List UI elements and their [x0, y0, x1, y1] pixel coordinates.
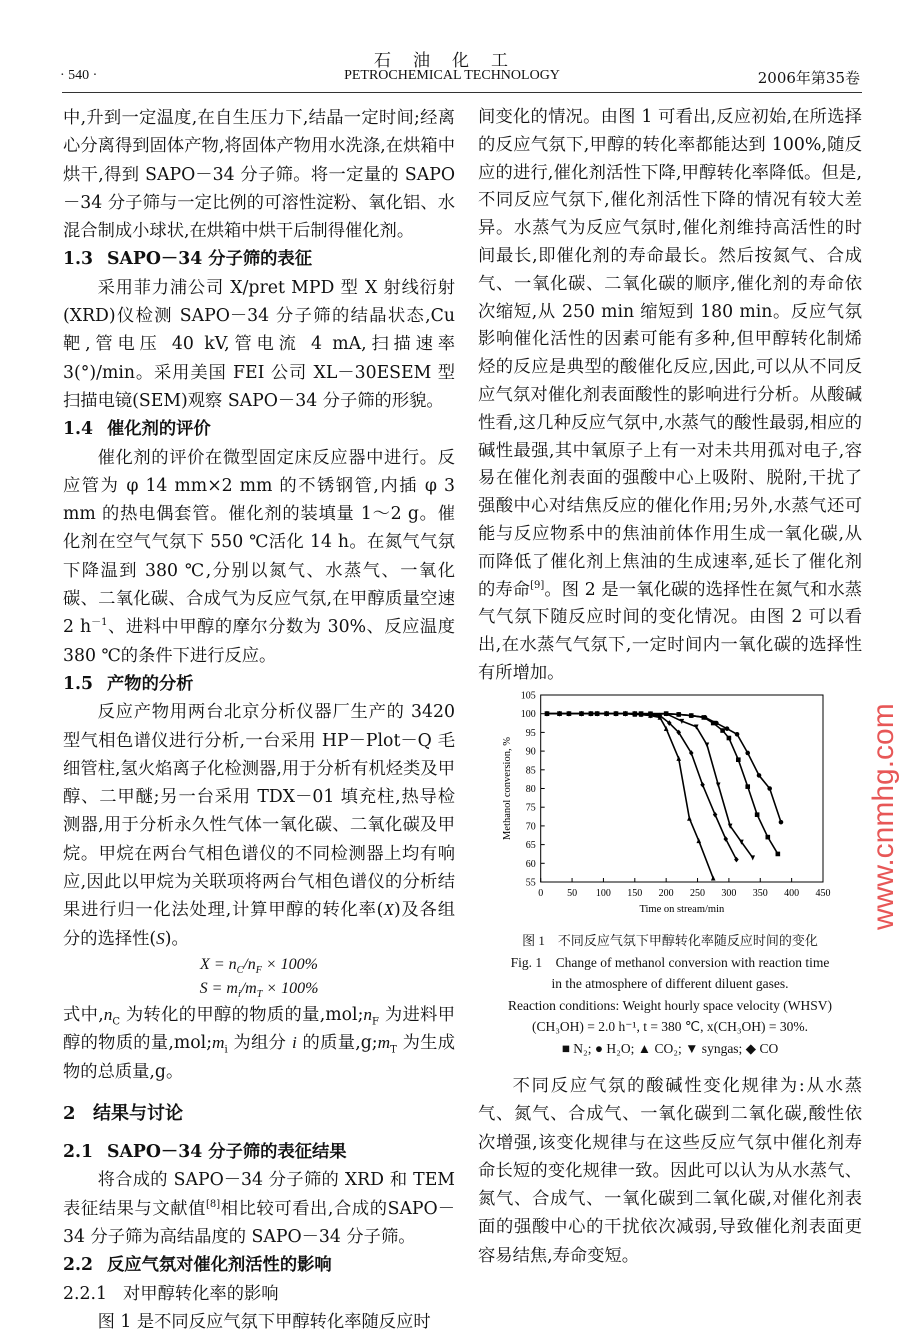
variable-symbol: n: [363, 1004, 373, 1024]
section-title: 对甲醇转化率的影响: [123, 1283, 279, 1304]
text-run: =: [209, 955, 229, 973]
x-tick-label: 250: [690, 888, 706, 899]
text-run: )。: [164, 928, 189, 949]
y-tick-label: 75: [525, 802, 536, 814]
text-run: × 100%: [261, 955, 318, 973]
y-tick-label: 85: [525, 765, 536, 777]
math-variable: [200, 980, 208, 997]
series-line-co: [547, 714, 736, 860]
paragraph: [63, 274, 455, 415]
x-tick-label: 400: [784, 888, 800, 899]
section-number: 1.3: [63, 249, 94, 270]
paragraph: [63, 1308, 455, 1336]
section-title: SAPO－34 分子筛的表征: [107, 249, 312, 270]
variable-symbol: X: [383, 900, 394, 920]
data-point-h2o: [595, 711, 600, 716]
section-heading: [63, 245, 455, 273]
text-run: 。图 2 是一氧化碳的选择性在氮气和水蒸气气氛下随反应时间的变化情况。由图 2 可以看出,在水蒸气气氛下,一定时间内一氧化碳的选择性有所增加。: [478, 579, 862, 683]
data-point-h2o: [579, 711, 584, 716]
variable-symbol: m: [245, 979, 257, 997]
math-variable: [245, 979, 263, 1001]
caption-cn: 图 1 不同反应气氛下甲醇转化率随反应时间的变化: [522, 933, 818, 948]
text-run: 图 1 是不同反应气氛下甲醇转化率随反应时: [97, 1311, 431, 1332]
x-tick-label: 150: [627, 888, 643, 899]
text-run: 间变化的情况。由图 1 可看出,反应初始,在所选择的反应气氛下,甲醇的转化率都能达到 100%,随反应的进行,催化剂活性下降,甲醇转化率降低。但是,不同反应气氛下,催化剂活性下降的情况有较大差异。水蒸气为反应气氛时,催化剂维持高活性的时间最长,即催化剂的寿命最长。然后按氮气、合成气、一氧化碳、二氧化碳的顺序,催化剂的寿命依次缩短,从 250 min 缩短到 180 min。反应气氛影响催化活性的因素可能有多种,但甲醇转化制烯烃的反应是典型的酸催化反应,因此,可以从不同反应气氛对催化剂表面酸性的影响进行分析。从酸碱性看,这几种反应气氛中,水蒸气的酸性最弱,相应的碱性最强,其中氧原子上有一对未共用孤对电子,容易在催化剂表面的强酸中心上吸附、脱附,干扰了强酸中心对结焦反应的催化作用;另外,水蒸气还可能与反应物系中的焦油前体作用生成一氧化碳,从而降低了催化剂上焦油的生成速率,延长了催化剂的寿命: [478, 107, 862, 600]
data-point-h2o: [557, 711, 562, 716]
text-run: /: [240, 979, 246, 997]
x-tick-label: 50: [567, 888, 578, 899]
math-variable: [383, 900, 394, 920]
y-tick-label: 90: [525, 746, 536, 758]
series-line-co2: [547, 714, 713, 879]
text-run: 催化剂的评价在微型固定床反应器中进行。反应管为 φ 14 mm×2 mm 的不锈钢管,内插 φ 3 mm 的热电偶套管。催化剂的装填量 1～2 g。催化剂在空气气氛下 550 ℃活化 14 h。在氮气气氛下降温到 380 ℃,分别以氮气、水蒸气、一氧化碳、二氧化碳、合成气为反应气氛,在甲醇质量空速 2 h: [63, 447, 455, 638]
variable-subscript: F: [255, 965, 262, 977]
data-point-h2o: [623, 711, 628, 716]
data-point-h2o: [589, 711, 594, 716]
y-tick-label: 105: [520, 690, 536, 702]
variable-symbol: m: [377, 1033, 391, 1053]
series-line-syngas: [547, 714, 753, 858]
data-point-h2o: [745, 751, 750, 756]
math-variable: [228, 955, 244, 977]
section-title: 产物的分析: [107, 673, 194, 694]
data-point-syngas: [750, 855, 755, 860]
text-run: 采用菲力浦公司 X/pret MPD 型 X 射线衍射(XRD)仪检测 SAPO－34 分子筛的结晶状态,Cu 靶,管电压 40 kV,管电流 4 mA,扫描速率 3(°)/min。采用美国 FEI 公司 XL－30ESEM 型扫描电镜(SEM)观察 SAPO－34 分子筛的形貌。: [63, 277, 455, 411]
variable-symbol: m: [226, 979, 238, 997]
section-number: 2.1: [63, 1142, 94, 1163]
math-variable: [226, 979, 241, 1001]
data-point-h2o: [567, 711, 572, 716]
section-number: 1.5: [63, 673, 94, 694]
section-heading: [63, 1280, 455, 1308]
data-point-h2o: [633, 711, 638, 716]
variable-subscript: T: [256, 989, 263, 1001]
x-tick-label: 450: [815, 888, 831, 899]
section-number: 2.2: [63, 1255, 94, 1276]
data-point-n2: [745, 784, 750, 789]
x-tick-label: 100: [595, 888, 611, 899]
y-tick-label: 60: [525, 858, 536, 870]
caption-en-1: Fig. 1 Change of methanol conversion with reaction time: [510, 954, 830, 970]
formula: [63, 977, 455, 1001]
y-axis-label: Methanol conversion, %: [502, 737, 513, 840]
math-variable: [200, 956, 210, 973]
data-point-h2o: [703, 715, 708, 720]
paragraph: [63, 1166, 455, 1251]
data-point-h2o: [639, 711, 644, 716]
data-point-n2: [765, 835, 770, 840]
text-run: /: [243, 955, 248, 973]
y-tick-label: 55: [525, 877, 536, 889]
x-tick-label: 0: [538, 888, 544, 899]
superscript: －1: [91, 617, 108, 629]
data-point-h2o: [779, 820, 784, 825]
text-run: =: [207, 979, 227, 997]
math-variable: [247, 955, 262, 977]
data-point-h2o: [735, 732, 740, 737]
text-run: 中,升到一定温度,在自生压力下,结晶一定时间;经离心分离得到固体产物,将固体产物用水洗涤,在烘箱中烘干,得到 SAPO－34 分子筛。将一定量的 SAPO－34 分子筛与一定比例的可溶性淀粉、氧化铝、水混合制成小球状,在烘箱中烘干后制得催化剂。: [63, 108, 455, 242]
section-number: 2: [63, 1102, 76, 1124]
section-heading: [63, 415, 455, 443]
data-point-h2o: [689, 713, 694, 718]
watermark: www.cnmhg.com: [867, 703, 900, 930]
data-point-n2: [727, 736, 732, 741]
y-tick-label: 95: [525, 727, 536, 739]
data-point-h2o: [648, 711, 653, 716]
math-variable: [156, 929, 165, 949]
section-number: 2.2.1: [63, 1283, 107, 1304]
data-point-h2o: [545, 711, 550, 716]
variable-symbol: S: [199, 979, 208, 997]
caption-legend: ■ N₂; ● H₂O; ▲ CO₂; ▼ syngas; ◆ CO: [561, 1040, 779, 1056]
text-run: 为转化的甲醇的物质的量,mol;: [120, 1004, 364, 1025]
right-column-top: [478, 104, 862, 688]
section-number: 1.4: [63, 419, 94, 440]
data-point-h2o: [664, 711, 669, 716]
math-variable: [377, 1033, 397, 1056]
page-number: · 540 ·: [60, 68, 98, 83]
text-run: 为组分: [227, 1033, 292, 1054]
data-point-n2: [720, 728, 725, 733]
y-tick-label: 100: [520, 709, 536, 721]
variable-symbol: S: [156, 928, 165, 948]
text-run: 反应产物用两台北京分析仪器厂生产的 3420 型气相色谱仪进行分析,一台采用 HP－Plot－Q 毛细管柱,氢火焰离子化检测器,用于分析有机烃类及甲醇、二甲醚;另一台采用 TDX－01 填充柱,热导检测器,用于分析永久性气体一氧化碳、二氧化碳及甲烷。甲烷在两台气相色谱仪的不同检测器上均有响应,因此以甲烷为关联项将两台气相色谱仪的分析结果进行归一化法处理,计算甲醇的转化率(: [63, 702, 455, 921]
section-title: SAPO－34 分子筛的表征结果: [107, 1142, 347, 1163]
data-point-n2: [736, 757, 741, 762]
caption-en-2: in the atmosphere of different diluent gases.: [551, 976, 789, 991]
data-point-h2o: [714, 721, 719, 726]
y-tick-label: 80: [525, 784, 536, 795]
text-run: 将合成的 SAPO－34 分子筛的 XRD 和 TEM 表征结果与文献值: [63, 1170, 455, 1219]
text-run: 、进料中甲醇的摩尔分数为 30%、反应温度 380 ℃的条件下进行反应。: [63, 617, 455, 666]
section-heading: [63, 670, 455, 698]
math-variable: [212, 1033, 228, 1056]
header-rule: [62, 92, 862, 93]
text-run: )及各组分的选择性(: [63, 900, 455, 949]
variable-subscript: F: [372, 1016, 379, 1028]
superscript: [8]: [205, 1198, 221, 1210]
text-run: 的质量,g;: [296, 1033, 378, 1054]
text-run: × 100%: [262, 979, 319, 997]
section-heading: [63, 1138, 455, 1166]
x-tick-label: 200: [658, 888, 674, 899]
text-run: 不同反应气氛的酸碱性变化规律为:从水蒸气、氮气、合成气、一氧化碳到二氧化碳,酸性依次增强,该变化规律与在这些反应气氛中催化剂寿命长短的变化规律一致。因此可以认为从水蒸气、氮气、合成气、一氧化碳到二氧化碳,对催化剂表面的强酸中心的干扰依次减弱,导致催化剂表面更容易结焦,寿命变短。: [478, 1076, 862, 1266]
paragraph: [478, 104, 862, 688]
x-tick-label: 300: [721, 888, 737, 899]
math-variable: [363, 1004, 379, 1028]
variable-symbol: n: [247, 955, 256, 973]
y-tick-label: 65: [525, 840, 536, 852]
y-tick-label: 70: [525, 821, 536, 833]
paragraph: [63, 104, 455, 245]
journal-title-cn: 石油化工: [374, 51, 530, 71]
text-run: 相比较可看出,合成的SAPO－34 分子筛为高结晶度的 SAPO－34 分子筛。: [63, 1198, 455, 1247]
data-point-h2o: [604, 711, 609, 716]
variable-subscript: C: [236, 965, 244, 977]
series-line-n2: [547, 714, 778, 854]
data-point-syngas: [716, 782, 721, 787]
variable-subscript: i: [224, 1044, 228, 1056]
caption-conditions-2: (CH₃OH) = 2.0 h⁻¹, t = 380 ℃, x(CH₃OH) = 30%.: [531, 1019, 809, 1034]
section-title: 结果与讨论: [93, 1102, 183, 1124]
figure-1-caption: [478, 930, 862, 1059]
caption-conditions-1: Reaction conditions: Weight hourly space velocity (WHSV): [507, 997, 833, 1013]
data-point-h2o: [757, 773, 762, 778]
variable-symbol: X: [200, 955, 210, 973]
variable-subscript: i: [237, 989, 241, 1001]
paragraph: [63, 444, 455, 670]
superscript: [9]: [530, 579, 545, 591]
data-point-h2o: [676, 712, 681, 717]
variable-symbol: n: [103, 1004, 113, 1024]
data-point-h2o: [767, 786, 772, 791]
series-line-h2o: [547, 714, 781, 822]
left-column: [63, 104, 455, 1336]
volume-info: 2006年第35卷: [757, 69, 860, 87]
journal-title-en: PETROCHEMICAL TECHNOLOGY: [344, 68, 560, 83]
math-variable: [103, 1004, 121, 1028]
variable-symbol: n: [228, 955, 237, 973]
data-point-n2: [755, 812, 760, 817]
text-run: 为进料甲醇的物质的量,mol;: [63, 1004, 455, 1054]
section-title: 反应气氛对催化剂活性的影响: [107, 1255, 332, 1276]
variable-symbol: m: [212, 1033, 225, 1053]
data-point-syngas: [705, 742, 710, 747]
section-heading: [63, 1251, 455, 1279]
text-run: 为生成物的总质量,g。: [63, 1033, 455, 1082]
paragraph: [478, 1072, 862, 1270]
right-column-bottom: [478, 1072, 862, 1270]
x-tick-label: 350: [752, 888, 768, 899]
text-run: 式中,: [63, 1004, 104, 1025]
figure-1-chart: [490, 685, 840, 925]
variable-subscript: T: [390, 1044, 397, 1056]
data-point-n2: [776, 852, 781, 857]
section-heading: [63, 1100, 455, 1128]
variable-symbol: i: [291, 1033, 297, 1053]
formula: [63, 953, 455, 977]
data-point-h2o: [725, 726, 730, 731]
section-title: 催化剂的评价: [107, 419, 211, 440]
paragraph: [63, 698, 455, 953]
paragraph: [63, 1001, 455, 1086]
data-point-co2: [687, 816, 692, 821]
variable-subscript: C: [112, 1016, 121, 1028]
data-point-h2o: [614, 711, 619, 716]
x-axis-label: Time on stream/min: [639, 904, 725, 915]
